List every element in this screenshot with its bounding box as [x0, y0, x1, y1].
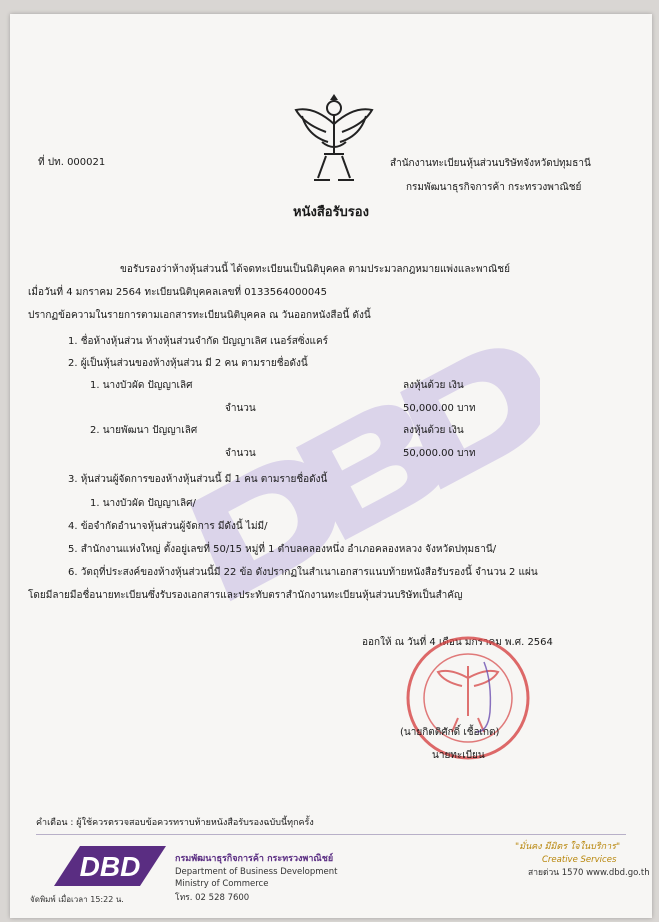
official-seal-stamp-icon [402, 632, 534, 764]
item-partners-heading: 2. ผู้เป็นหุ้นส่วนของห้างหุ้นส่วน มี 2 คน ตามรายชื่อดังนี้ [68, 358, 308, 369]
item-objectives-cont: โดยมีลายมือชื่อนายทะเบียนซึ่งรับรองเอกสารและประทับตราสำนักงานทะเบียนหุ้นส่วนบริษัทเป็นสำคัญ [28, 590, 463, 601]
footer-slogan: "มั่นคง มีมิตร ใจในบริการ" [515, 842, 621, 852]
footer-dept-th: กรมพัฒนาธุรกิจการค้า กระทรวงพาณิชย์ [175, 854, 334, 864]
footer-phone: โทร. 02 528 7600 [175, 893, 250, 903]
footer-hotline: สายด่วน 1570 www.dbd.go.th [528, 868, 650, 878]
partner-2-amount-label: จำนวน [225, 448, 256, 459]
issue-date: ออกให้ ณ วันที่ 4 เดือน มกราคม พ.ศ. 2564 [362, 637, 553, 648]
department-ministry: กรมพัฒนาธุรกิจการค้า กระทรวงพาณิชย์ [406, 182, 582, 193]
registrar-name: (นายกิตติศักดิ์ เชื้อเกต) [400, 727, 500, 738]
partner-1-invest-type: ลงหุ้นด้วย เงิน [403, 380, 464, 391]
garuda-emblem-icon [292, 94, 376, 186]
item-head-office: 5. สำนักงานแห่งใหญ่ ตั้งอยู่เลขที่ 50/15 หมู่ที่ 1 ตำบลคลองหนึ่ง อำเภอคลองหลวง จังหวัดปทุมธานี/ [68, 544, 497, 555]
partner-2-amount: 50,000.00 บาท [403, 448, 476, 459]
partner-2-invest-type: ลงหุ้นด้วย เงิน [403, 425, 464, 436]
printed-time: จัดพิมพ์ เมื่อเวลา 15:22 น. [30, 895, 124, 904]
footer-ministry-en: Ministry of Commerce [175, 879, 269, 889]
warning-note: คำเตือน : ผู้ใช้ควรตรวจสอบข้อควรทราบท้ายหนังสือรับรองฉบับนี้ทุกครั้ง [36, 818, 314, 828]
partner-1-amount-label: จำนวน [225, 403, 256, 414]
registration-office: สำนักงานทะเบียนหุ้นส่วนบริษัทจังหวัดปทุมธานี [390, 158, 591, 169]
intro-line-3: ปรากฏข้อความในรายการตามเอกสารทะเบียนนิติบุคคล ณ วันออกหนังสือนี้ ดังนี้ [28, 310, 371, 321]
item-partnership-name: 1. ชื่อห้างหุ้นส่วน ห้างหุ้นส่วนจำกัด ปัญญาเลิศ เนอร์สซิ่งแคร์ [68, 336, 329, 347]
document-title: หนังสือรับรอง [293, 205, 369, 220]
dbd-logo-icon [50, 842, 170, 890]
footer-dept-en: Department of Business Development [175, 867, 338, 877]
footer-creative-services: Creative Services [542, 855, 617, 865]
logo-text: DBD [79, 851, 141, 882]
partner-1-amount: 50,000.00 บาท [403, 403, 476, 414]
footer-divider [36, 834, 626, 835]
item-authority-limits: 4. ข้อจำกัดอำนาจหุ้นส่วนผู้จัดการ มีดังนี้ ไม่มี/ [68, 521, 268, 532]
managing-partner-1: 1. นางบัวผัด ปัญญาเลิศ/ [90, 498, 196, 509]
partner-1-name: 1. นางบัวผัด ปัญญาเลิศ [90, 380, 193, 391]
partner-2-name: 2. นายพัฒนา ปัญญาเลิศ [90, 425, 198, 436]
intro-line-2: เมื่อวันที่ 4 มกราคม 2564 ทะเบียนนิติบุคคลเลขที่ 0133564000045 [28, 287, 327, 298]
document-reference-number: ที่ ปท. 000021 [38, 157, 106, 168]
intro-line-1: ขอรับรองว่าห้างหุ้นส่วนนี้ ได้จดทะเบียนเป็นนิติบุคคล ตามประมวลกฎหมายแพ่งและพาณิชย์ [120, 264, 510, 275]
item-objectives: 6. วัตถุที่ประสงค์ของห้างหุ้นส่วนนี้มี 22 ข้อ ดังปรากฏในสำเนาเอกสารแนบท้ายหนังสือรับรองนี้ จำนวน 2 แผ่น [68, 567, 538, 578]
item-managing-partners: 3. หุ้นส่วนผู้จัดการของห้างหุ้นส่วนนี้ มี 1 คน ตามรายชื่อดังนี้ [68, 474, 328, 485]
registrar-title: นายทะเบียน [432, 750, 485, 761]
certificate-page [10, 14, 652, 918]
